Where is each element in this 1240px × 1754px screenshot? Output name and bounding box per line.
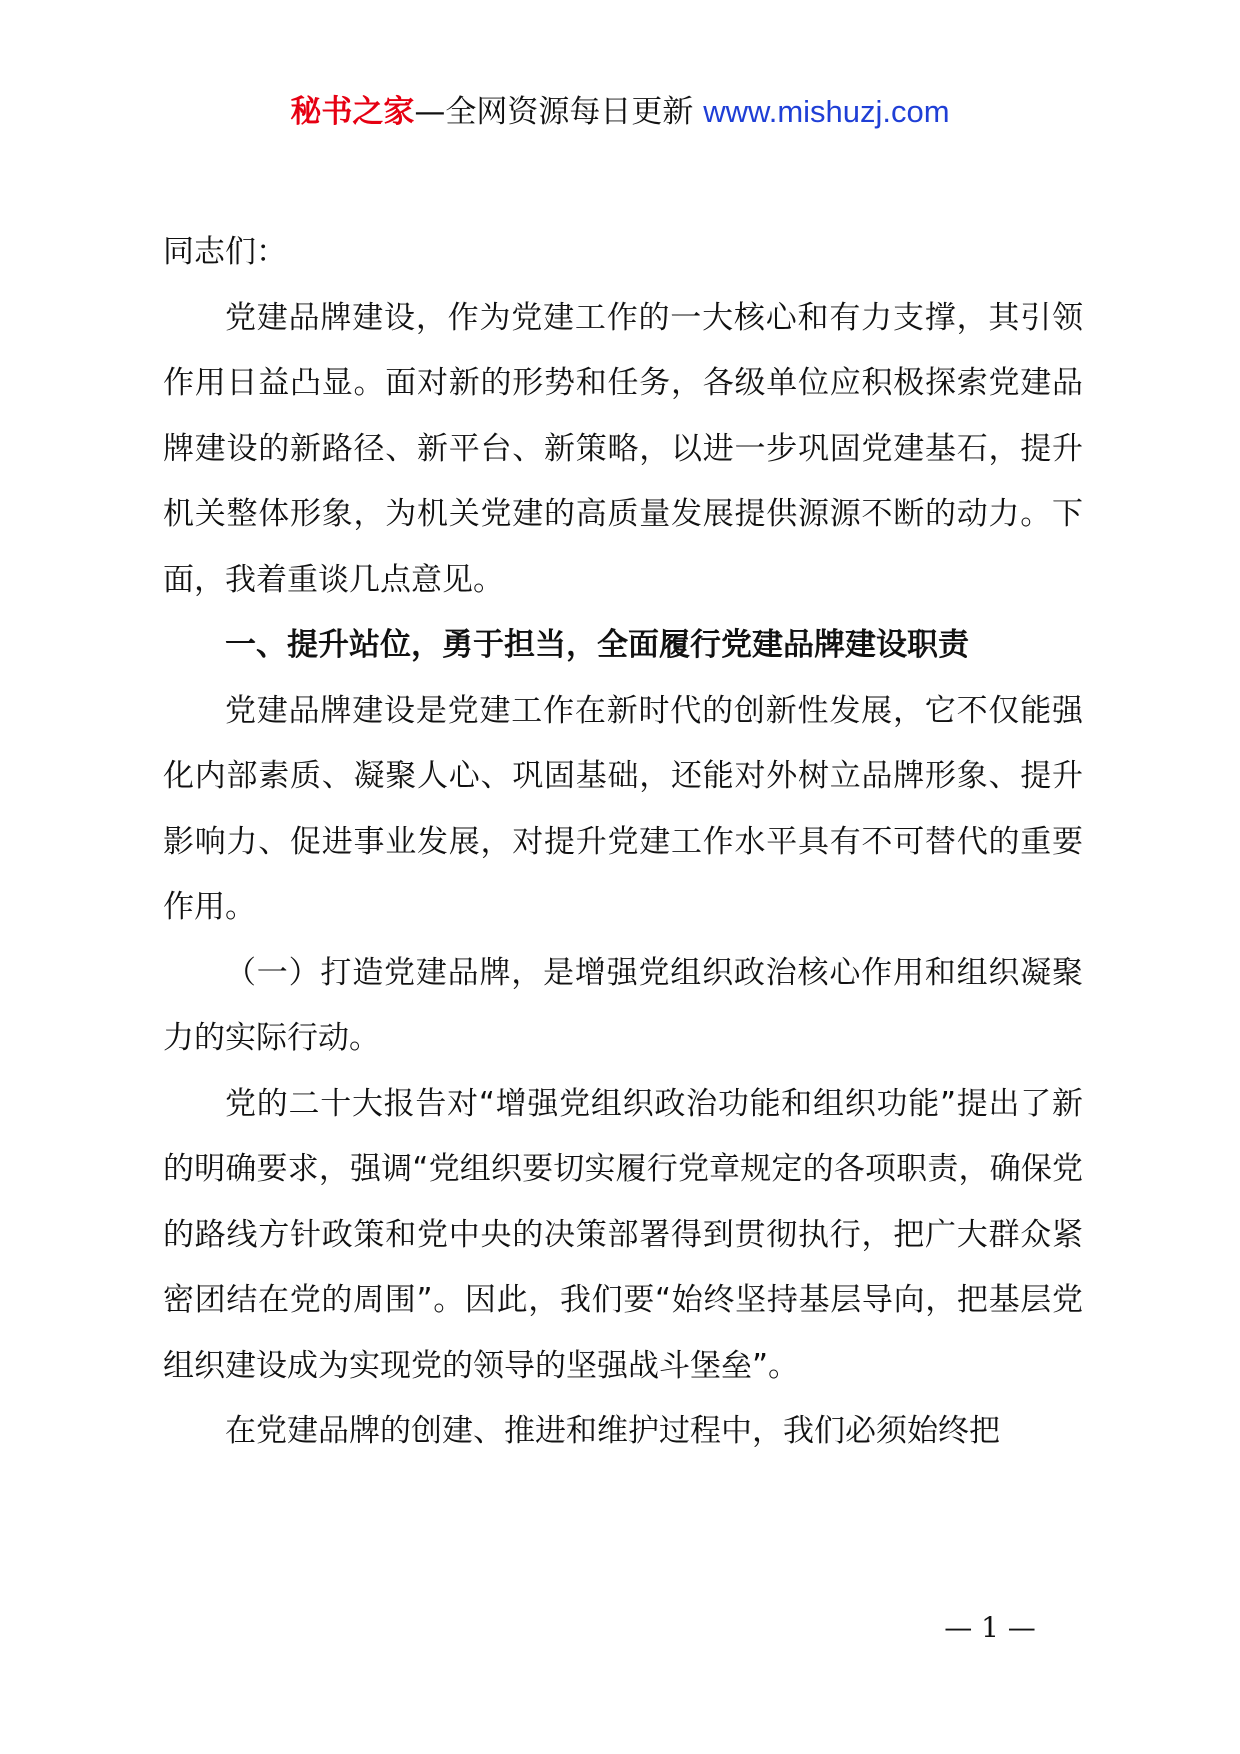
paragraph-section-1: 党建品牌建设是党建工作在新时代的创新性发展，它不仅能强化内部素质、凝聚人心、巩固基础，还能对外树立品牌形象、提升影响力、促进事业发展，对提升党建工作水平具有不可替代的重要作用。: [163, 692, 1083, 925]
header-tagline: —全网资源每日更新: [414, 94, 704, 130]
subsection-heading-1: （一）打造党建品牌，是增强党组织政治核心作用和组织凝聚力的实际行动。: [163, 954, 1083, 1056]
salutation: 同志们：: [163, 234, 287, 270]
brand-name: 秘书之家: [290, 94, 415, 130]
paragraph-continuation: 在党建品牌的创建、推进和维护过程中，我们必须始终把: [225, 1413, 1000, 1449]
document-body: [163, 220, 1083, 1465]
page-number: — 1 —: [944, 1611, 1036, 1644]
section-heading-1: 一、提升站位，勇于担当，全面履行党建品牌建设职责: [225, 627, 969, 663]
paragraph-intro: 党建品牌建设，作为党建工作的一大核心和有力支撑，其引领作用日益凸显。面对新的形势和任务，各级单位应积极探索党建品牌建设的新路径、新平台、新策略，以进一步巩固党建基石，提升机关整体形象，为机关党建的高质量发展提供源源不断的动力。下面，我着重谈几点意见。: [163, 299, 1083, 598]
site-header: [0, 92, 1240, 132]
site-url-link[interactable]: www.mishuzj.com: [703, 94, 950, 129]
paragraph-report: 党的二十大报告对“增强党组织政治功能和组织功能”提出了新的明确要求，强调“党组织要切实履行党章规定的各项职责，确保党的路线方针政策和党中央的决策部署得到贯彻执行，把广大群众紧密团结在党的周围”。因此，我们要“始终坚持基层导向，把基层党组织建设成为实现党的领导的坚强战斗堡垒”。: [163, 1085, 1083, 1384]
